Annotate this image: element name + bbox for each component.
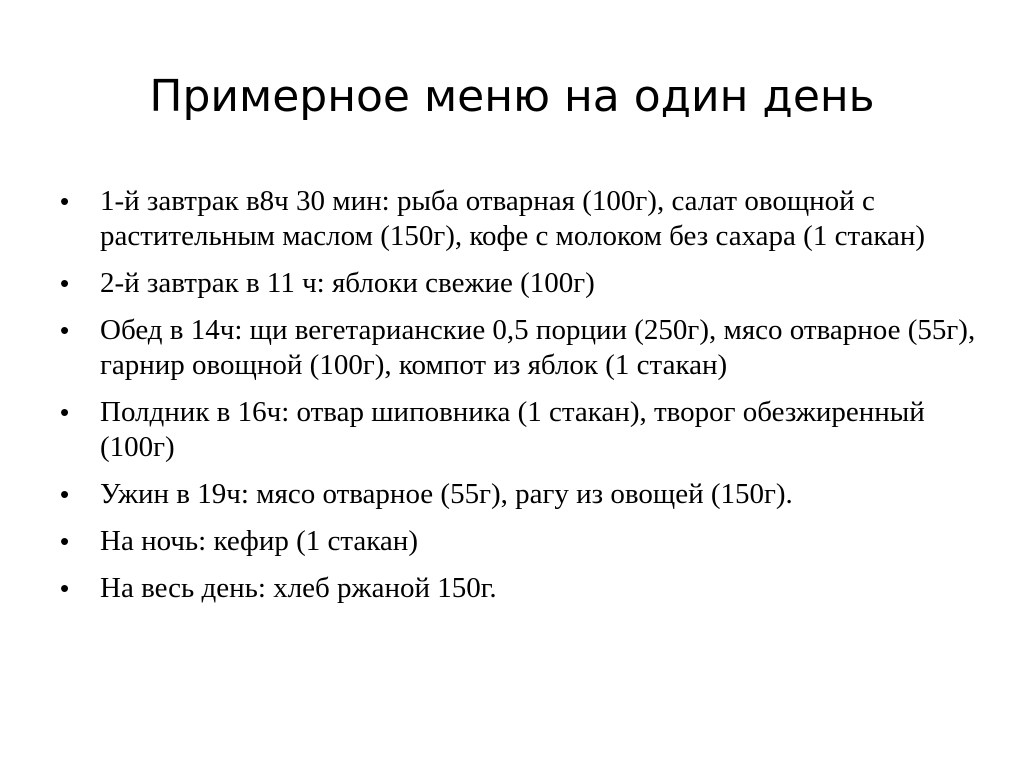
bullet-icon: • [60,186,70,216]
list-item-breakfast-1 [60,184,980,254]
list-item-whole-day [60,571,980,606]
list-item-text: 2-й завтрак в 11 ч: яблоки свежие (100г) [100,267,595,299]
list-item-text: На ночь: кефир (1 стакан) [100,525,418,557]
list-item-lunch [60,313,980,383]
list-item-breakfast-2 [60,266,980,301]
list-item-text: Обед в 14ч: щи вегетарианские 0,5 порции (250г), мясо отварное (55г), гарнир овощной (100г), компот из яблок (1 стакан) [100,314,976,381]
bullet-icon: • [60,315,70,345]
list-item-night [60,524,980,559]
menu-bullet-list [60,184,980,618]
bullet-icon: • [60,397,70,427]
list-item-text: Ужин в 19ч: мясо отварное (55г), рагу из овощей (150г). [100,478,793,510]
bullet-icon: • [60,573,70,603]
list-item-text: На весь день: хлеб ржаной 150г. [100,572,497,604]
bullet-icon: • [60,526,70,556]
list-item-dinner [60,477,980,512]
slide-title: Примерное меню на один день [149,71,875,122]
bullet-icon: • [60,479,70,509]
list-item-text: 1-й завтрак в8ч 30 мин: рыба отварная (100г), салат овощной с растительным маслом (150г), кофе с молоком без сахара (1 стакан) [100,185,926,252]
bullet-icon: • [60,268,70,298]
list-item-afternoon-snack [60,395,980,465]
list-item-text: Полдник в 16ч: отвар шиповника (1 стакан), творог обезжиренный (100г) [100,396,925,463]
